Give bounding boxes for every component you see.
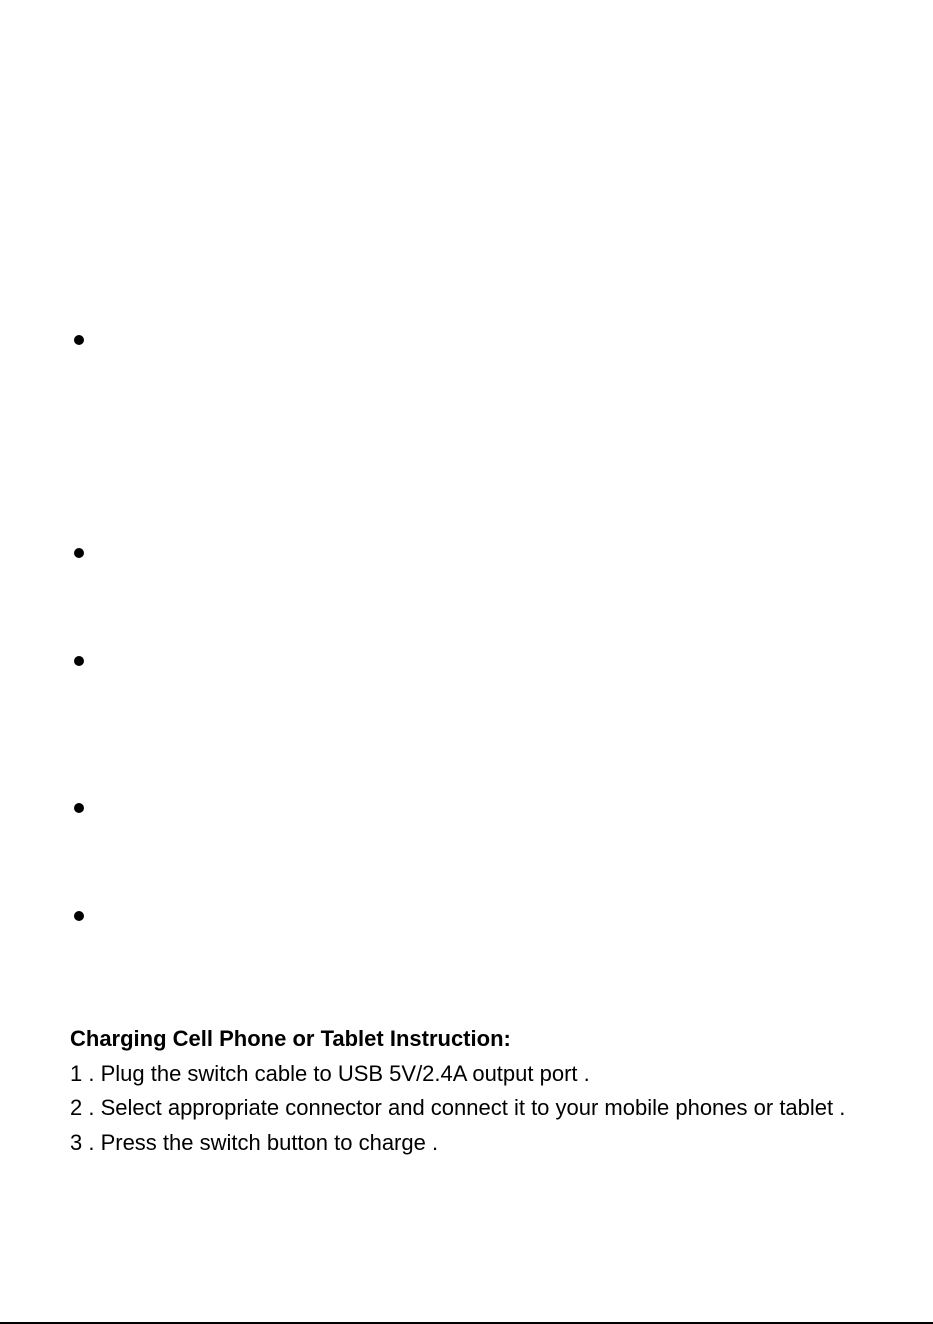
instruction-step-2: 2 . Select appropriate connector and connect it to your mobile phones or tablet . (70, 1095, 846, 1120)
instructions-heading: Charging Cell Phone or Tablet Instruction: (70, 1026, 511, 1051)
charging-instructions (70, 1022, 870, 1160)
bullet-5 (74, 911, 84, 921)
instruction-step-3: 3 . Press the switch button to charge . (70, 1129, 439, 1155)
bullet-1 (74, 335, 84, 345)
bullet-4 (74, 803, 84, 813)
instruction-step-1: 1 . Plug the switch cable to USB 5V/2.4A output port . (70, 1060, 590, 1086)
bullet-3 (74, 656, 84, 666)
bullet-2 (74, 548, 84, 558)
